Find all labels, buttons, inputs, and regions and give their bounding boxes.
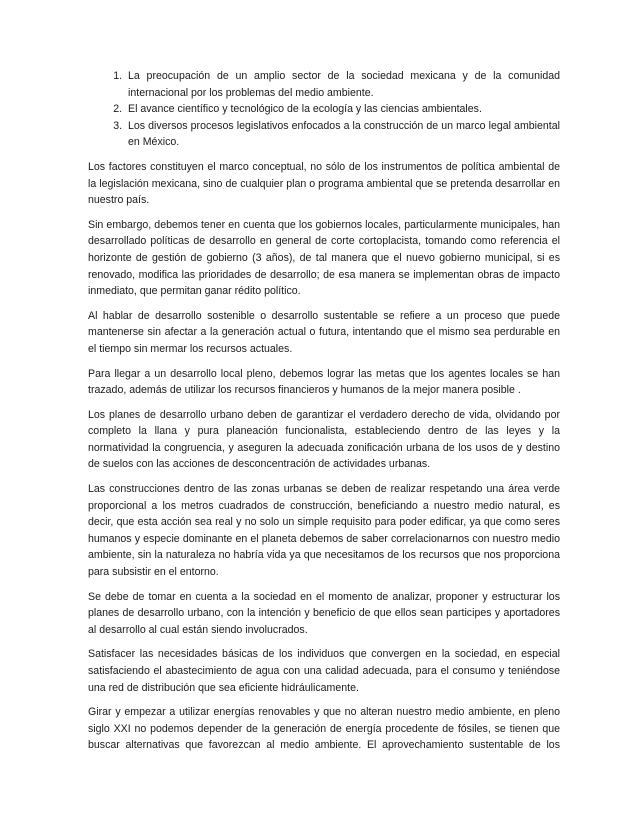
paragraph: Girar y empezar a utilizar energías renovables y que no alteran nuestro medio ambiente, en pleno siglo XXI no podemos depender de la generación de energía procedente de fósiles, se tienen que buscar alternativas que favorezcan al medio ambiente. El aprovechamiento sustentable de los [88,706,560,752]
paragraph: Las construcciones dentro de las zonas urbanas se deben de realizar respetando una área verde proporcional a los metros cuadrados de construcción, beneficiando a nuestro medio natural, es decir, que esta acción sea real y no solo un simple requisito para poder edificar, ya que como seres humanos y especie dominante en el planeta debemos de saber correlacionarnos con nuestro medio ambiente, sin la naturaleza no habría vida ya que necesitamos de los recursos que nos proporciona para subsistir en el entorno. [88,483,560,579]
list-item: 3. Los diversos procesos legislativos enfocados a la construcción de un marco legal ambiental en México. [125,118,560,151]
paragraph: Los factores constituyen el marco conceptual, no sólo de los instrumentos de política ambiental de la legislación mexicana, sino de cualquier plan o programa ambiental que se pretenda desarrollar en nuestro país. [88,160,560,207]
paragraph: Para llegar a un desarrollo local pleno, debemos lograr las metas que los agentes locales se han trazado, además de utilizar los recursos financieros y humanos de la mejor manera posible . [88,367,560,397]
list-item: 1. La preocupación de un amplio sector de la sociedad mexicana y de la comunidad internacional por los problemas del medio ambiente. [125,68,560,101]
paragraph: Satisfacer las necesidades básicas de los individuos que convergen en la sociedad, en especial satisfaciendo el abastecimiento de agua con una calidad adecuada, para el consumo y teniéndose una red de distribución que sea eficiente hidráulicamente. [88,648,560,694]
paragraph: Al hablar de desarrollo sostenible o desarrollo sustentable se refiere a un proceso que puede mantenerse sin afectar a la generación actual o futura, intentando que el mismo sea perdurable en el tiempo sin mermar los recursos actuales. [88,309,560,355]
document-page [88,68,560,754]
paragraph: Se debe de tomar en cuenta a la sociedad en el momento de analizar, proponer y estructurar los planes de desarrollo urbano, con la intención y beneficio de que ellos sean participes y aportadores al desarrollo al cual están siendo involucrados. [88,590,560,636]
paragraph: Sin embargo, debemos tener en cuenta que los gobiernos locales, particularmente municipales, han desarrollado políticas de desarrollo en general de corte cortoplacista, tomando como referencia el horizonte de gestión de gobierno (3 años), de tal manera que el nuevo gobierno municipal, si es renovado, modifica las prioridades de desarrollo; de esa manera se implementan obras de impacto inmediato, que permitan ganar rédito político. [88,218,560,298]
paragraph: Los planes de desarrollo urbano deben de garantizar el verdadero derecho de vida, olvidando por completo la llana y pura planeación funcionalista, estableciendo dentro de las leyes y la normatividad la congruencia, y aseguren la adecuada zonificación urbana de los usos de y destino de suelos con las acciones de desconcentración de actividades urbanas. [88,408,560,471]
list-item: 2. El avance científico y tecnológico de la ecología y las ciencias ambientales. [125,101,560,118]
numbered-list [88,68,560,151]
